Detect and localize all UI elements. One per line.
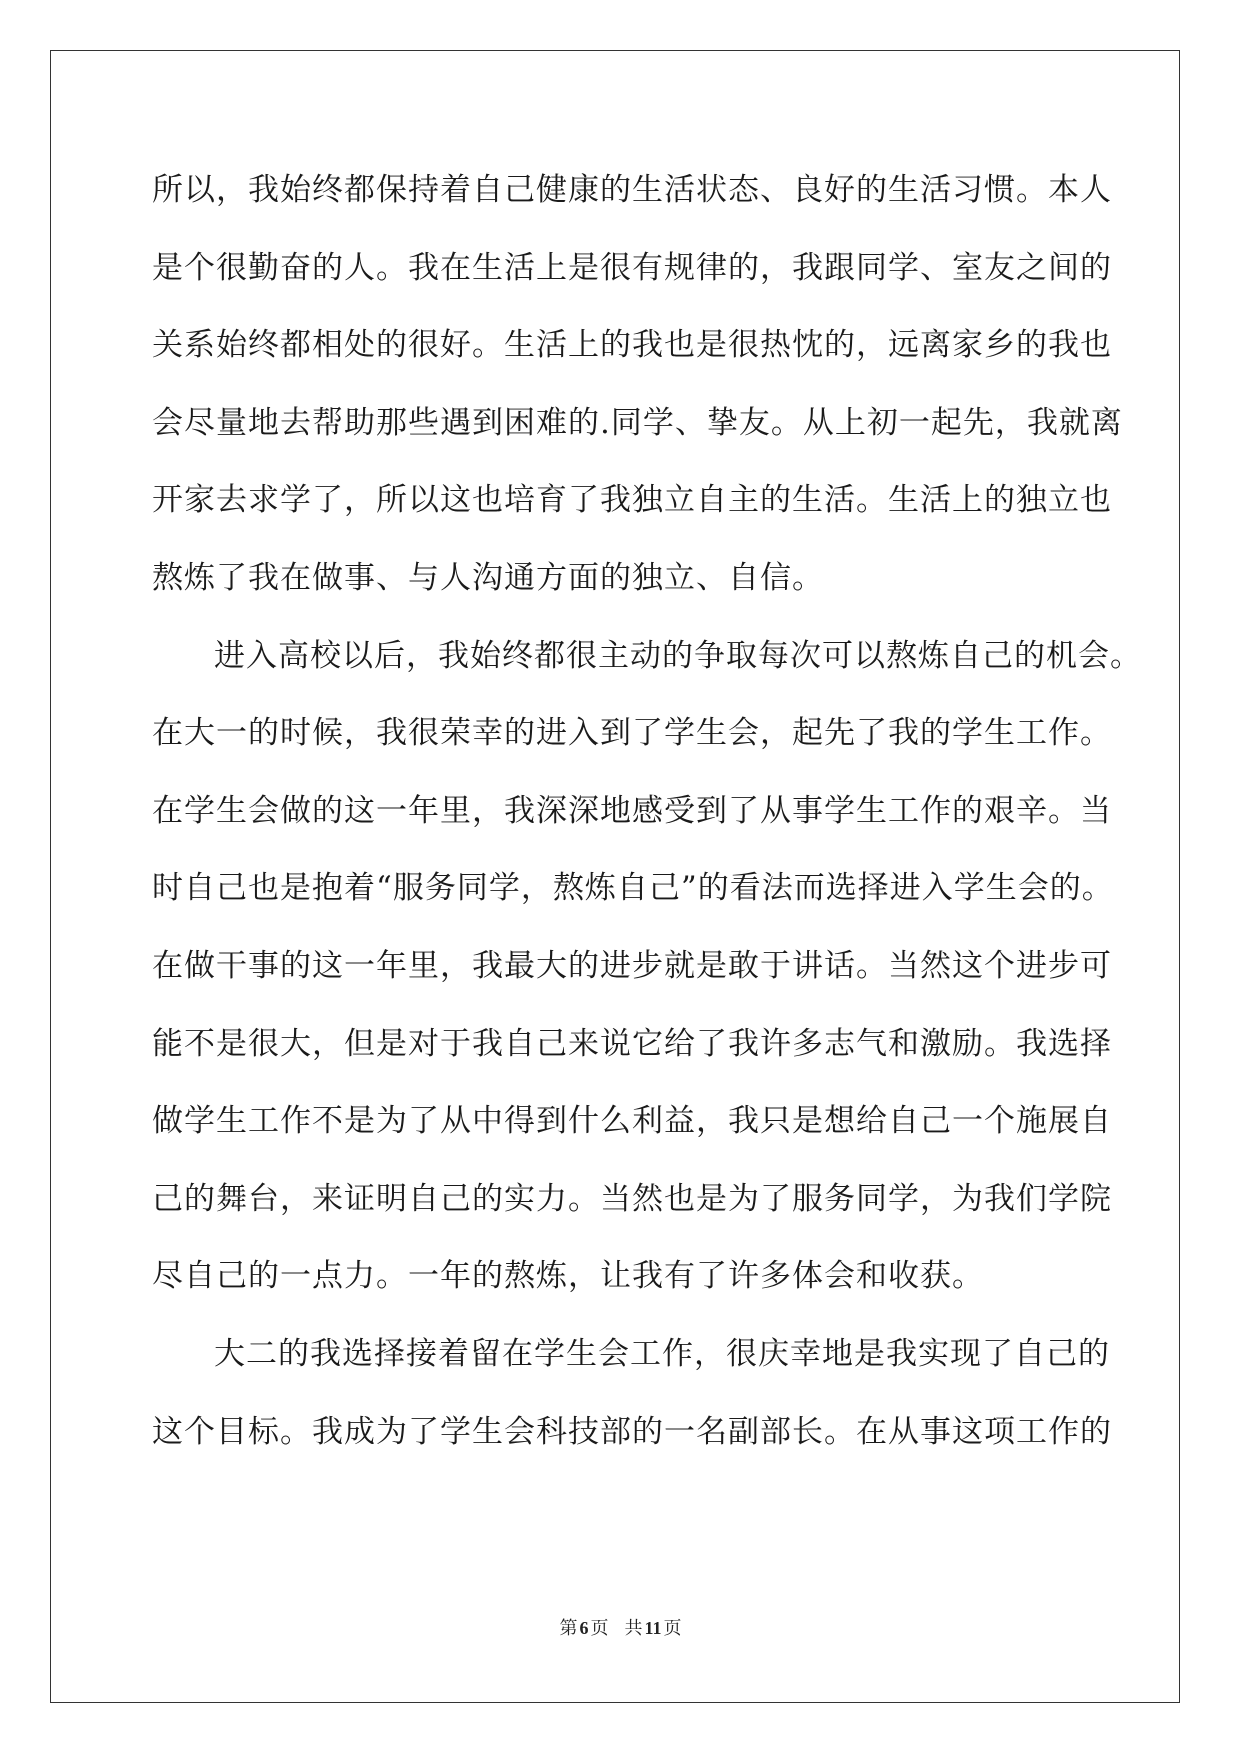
paragraph-start-line: 大二的我选择接着留在学生会工作，很庆幸地是我实现了自己的 [214,1335,1110,1372]
text-line: 时自己也是抱着“服务同学，熬炼自己”的看法而选择进入学生会的。 [152,870,1114,907]
page-prefix: 第 [559,1618,578,1639]
total-pages: 11 [644,1618,662,1638]
text-line: 在学生会做的这一年里，我深深地感受到了从事学生工作的艰辛。当 [152,792,1112,829]
text-line: 是个很勤奋的人。我在生活上是很有规律的，我跟同学、室友之间的 [152,249,1112,286]
text-line: 尽自己的一点力。一年的熬炼，让我有了许多体会和收获。 [152,1258,984,1295]
text-line: 在大一的时候，我很荣幸的进入到了学生会，起先了我的学生工作。 [152,715,1112,752]
text-line: 熬炼了我在做事、与人沟通方面的独立、自信。 [152,559,824,596]
total-prefix: 共 [624,1618,643,1639]
text-line: 这个目标。我成为了学生会科技部的一名副部长。在从事这项工作的 [152,1413,1112,1450]
page-number: 6 [579,1618,589,1638]
page-footer [0,1614,1241,1640]
text-line: 能不是很大，但是对于我自己来说它给了我许多志气和激励。我选择 [152,1025,1112,1062]
document-body [152,160,1142,1479]
text-line: 开家去求学了，所以这也培育了我独立自主的生活。生活上的独立也 [152,482,1112,519]
paragraph-start-line: 进入高校以后，我始终都很主动的争取每次可以熬炼自己的机会。 [214,637,1142,674]
text-line: 己的舞台，来证明自己的实力。当然也是为了服务同学，为我们学院 [152,1180,1112,1217]
text-line: 所以，我始终都保持着自己健康的生活状态、良好的生活习惯。本人 [152,172,1112,208]
text-line: 关系始终都相处的很好。生活上的我也是很热忱的，远离家乡的我也 [152,327,1112,364]
page-suffix: 页 [590,1618,609,1639]
total-suffix: 页 [663,1618,682,1639]
text-line: 会尽量地去帮助那些遇到困难的.同学、挚友。从上初一起先，我就离 [152,404,1123,441]
text-line: 在做干事的这一年里，我最大的进步就是敢于讲话。当然这个进步可 [152,947,1112,984]
text-line: 做学生工作不是为了从中得到什么利益，我只是想给自己一个施展自 [152,1103,1112,1140]
